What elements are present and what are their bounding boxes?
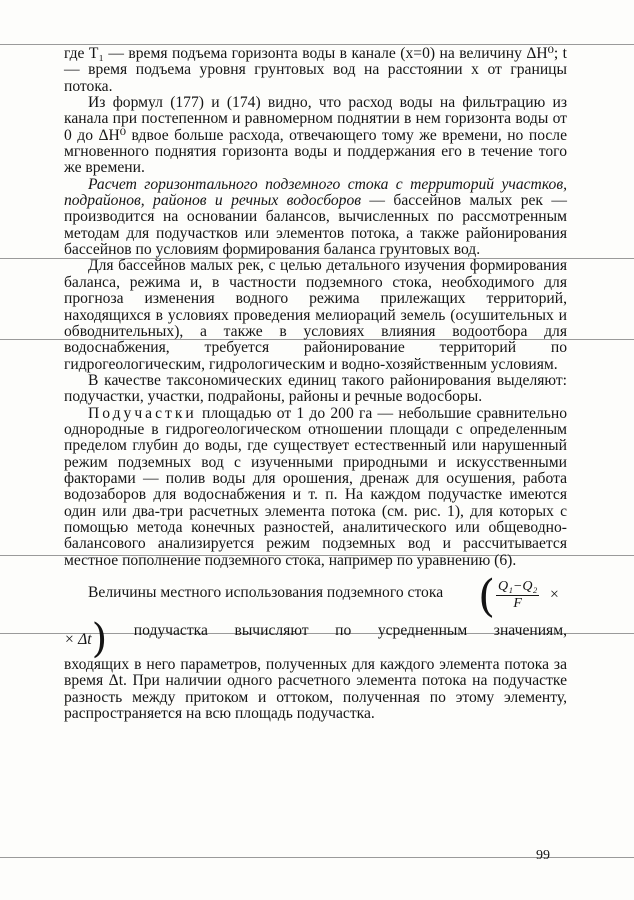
paragraph: где T₁ — время подъема горизонта воды в канале (x=0) на величину ΔH⁰; t — время подъема уровня грунтовых вод на расстоянии x от границы потока. (64, 45, 567, 95)
formula-word: значениям, (493, 622, 567, 639)
right-parenthesis: ) (91, 616, 108, 662)
formula-block (64, 571, 567, 662)
formula-word: по (335, 622, 352, 639)
formula-word: усредненным (377, 622, 468, 639)
paragraph-text: — бассейнов малых рек — производится на основании балансов, вычисленных по рассмотренным методам для подучастков или элементов потока, а также районирования бассейнов по условиям формирования баланса грунтовых вод. (64, 192, 567, 259)
fraction (496, 579, 539, 613)
paragraph: входящих в него параметров, полученных для каждого элемента потока за время Δt. При наличии одного расчетного элемента потока на подучастке разность между притоком и оттоком, полученная по этому элементу, распространяется на всю площадь подучастка. (64, 656, 567, 723)
paragraph: Для бассейнов малых рек, с целью детального изучения формирования баланса, режима и, в частности подземного стока, необходимого для прогноза изменения водного режима прилежащих территорий, находящихся в условиях проведения мелиораций земель (осушительных и обводнительных), а также в условиях влияния водоотбора для водоснабжения, требуется районирование территорий по гидрогеологическим, гидрологическим и водно-хозяйственным условиям. (64, 257, 567, 373)
fraction-numerator: Q₁−Q₂ (496, 579, 539, 596)
page-number: 99 (536, 848, 550, 863)
paragraph: Из формул (177) и (174) видно, что расход воды на фильтрацию из канала при постепенном и равномерном поднятии в нем горизонта воды от 0 до ΔH⁰ вдвое больше расхода, отвечающего тому же времени, но после мгновенного поднятия горизонта воды и поддержания его в течение того же времени. (64, 94, 567, 177)
paragraph: В качестве таксономических единиц такого районирования выделяют: подучастки, участки, подрайоны, районы и речные водосборы. (64, 371, 567, 406)
multiply-sign: × (550, 586, 559, 603)
body-text (64, 46, 567, 722)
paragraph (64, 177, 567, 259)
left-parenthesis: ( (478, 571, 496, 622)
italic-heading: Расчет горизонтального подземного стока с территорий участков, подрайонов, районов и речных водосборов (64, 175, 567, 210)
formula-line-2 (64, 616, 567, 662)
formula-word: подучастка (133, 622, 208, 639)
spaced-term: Подучастки (88, 404, 197, 422)
formula-lead-text: Величины местного использования подземного стока (88, 584, 444, 601)
fraction-denominator: F (513, 596, 522, 612)
paragraph (64, 406, 567, 569)
paragraph-text: площадью от 1 до 200 га — небольшие сравнительно однородные в гидрогеологическом отношении площади с определенным пределом глубин до воды, где существует естественный или нарушенный режим подземных вод с изученными природными и искусственными факторами — полив воды для орошения, дренаж для осушения, работа водозаборов для водоснабжения и т. п. На каждом подучастке имеются один или два-три расчетных элемента потока (см. рис. 1), для которых с помощью метода конечных разностей, аналитического или общеводно-балансового анализируется режим подземных вод и рассчитывается местное пополнение подземного стока, например по уравнению (6). (64, 404, 567, 569)
formula-word: вычисляют (234, 622, 309, 639)
formula-delta-t: × Δt) (64, 616, 108, 662)
